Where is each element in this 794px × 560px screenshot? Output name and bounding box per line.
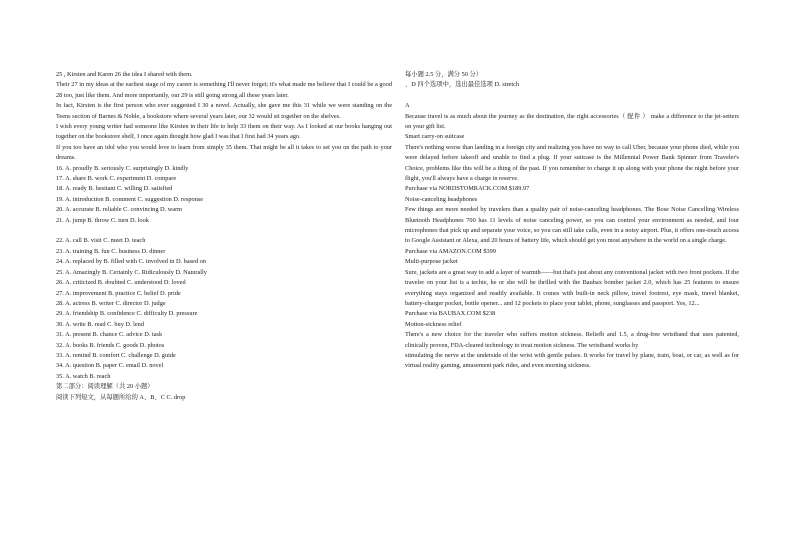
item-purchase: Purchase via NORDSTOMRACK.COM $189.97 bbox=[405, 185, 530, 193]
question-item: 18. A. ready B. hesitant C. willing D. satisfied bbox=[56, 185, 173, 193]
question-item: 23. A. training B. fun C. business D. dinner bbox=[56, 247, 166, 255]
item-title: Multi-purpose jacket bbox=[405, 258, 458, 266]
score-note: 每小题 2.5 分，满分 50 分） bbox=[405, 71, 483, 78]
item-body-continued: stimulating the nerve at the underside of the wrist with gentle pulses. It works for travel by plane, train, boat, or car, as well as for virtual reality gaming, amusement park rides, and even morning sickness. bbox=[405, 351, 739, 370]
question-item: 16. A. proudly B. seriously C. surprisingly D. kindly bbox=[56, 164, 189, 172]
item-title: Motion-sickness relief bbox=[405, 320, 462, 328]
question-item: 24. A. replaced by B. filled with C. involved in D. based on bbox=[56, 258, 206, 266]
item-purchase: Purchase via BAUBAX.COM $238 bbox=[405, 310, 496, 318]
item-title: Smart carry-on suitcase bbox=[405, 133, 465, 141]
right-column bbox=[405, 70, 739, 372]
question-item: 26. A. criticized B. doubted C. understood D. loved bbox=[56, 279, 186, 287]
item-body: Few things are more needed by travelers than a quality pair of noise-canceling headphones. The Bose Noise Cancelling Wireless Bluetooth Headphones 700 has 11 levels of noise canceling power, so you can control your environment as needed, and four microphones that pick up and separate your voice, so you can still take calls, even in a noisy airport. Plus, it offers one-touch access to Google Assistant or Alexa, and 20 hours of battery life, which should get you most anywhere in the world on a single charge. bbox=[405, 206, 739, 245]
question-group-a bbox=[56, 164, 392, 226]
passage-paragraph: In fact, Kirsten is the first person who ever suggested I 30 a novel. Actually, she gave me this 31 while we were standing on the Teens section of Barnes & Noble, a bookstore where several years later, our 32 would sit together on the shelves. bbox=[56, 102, 392, 120]
item-body: There's a new choice for the traveler who suffers motion sickness. Reliefb and 1.5, a drug-free wristband that uses patented, clinically proven, FDA-cleared technology to treat motion sickness. The wristband works by bbox=[405, 331, 739, 349]
left-column bbox=[56, 70, 392, 403]
instruction-note: 、D 四个选项中，选出最佳选项 D. stretch bbox=[405, 81, 520, 89]
question-group-b bbox=[56, 236, 392, 382]
passage-line: 25 , Kirsten and Karen 26 the idea I shared with them. bbox=[56, 71, 193, 78]
question-item: 21. A. jump B. throw C. turn D. look bbox=[56, 216, 149, 224]
question-item: 20. A. accurate B. reliable C. convincing D. warm bbox=[56, 206, 183, 214]
question-item: 17. A. share B. work C. experiment D. compare bbox=[56, 175, 177, 183]
reading-intro: Because travel is as much about the journey as the destination, the right accessories（ 配件 ） make a difference to the jet-setters on your gift list. bbox=[405, 112, 739, 131]
question-item: 33. A. remind B. comfort C. challenge D. guide bbox=[56, 351, 176, 359]
question-item: 22. A. call B. visit C. meet D. teach bbox=[56, 237, 146, 245]
question-item: 30. A. write B. read C. buy D. lend bbox=[56, 320, 144, 328]
passage-paragraph: I wish every young writer had someone like Kirsten in their life to help 33 them on their way. As I looked at our books hanging out together on the bookstore shelf, I once again thought how glad I was that I first had 34 years ago. bbox=[56, 123, 392, 141]
item-purchase: Purchase via AMAZON.COM $399 bbox=[405, 247, 496, 255]
question-item: 25. A. Amazingly B. Certainly C. Ridiculously D. Naturally bbox=[56, 268, 207, 276]
part-label: A bbox=[405, 102, 410, 110]
question-item: 31. A. present B. chance C. advice D. task bbox=[56, 331, 163, 339]
question-item: 34. A. question B. paper C. email D. novel bbox=[56, 362, 164, 370]
section-instruction: 阅读下列短文，从每题所给的 A、B、C C. drop bbox=[56, 393, 186, 401]
section-title: 第二部分：阅读理解（共 20 小题） bbox=[56, 383, 154, 391]
item-body: There's nothing worse than landing in a foreign city and realizing you have no way to call Uber, because your phone died, while you were delayed before takeoff and unable to find a plug. If your suitcase is the Millennial Power Bank Spinner from Traveler's Choice, problems like this will be a thing of the past. If you remember to charge it up along with your phone the night before your flight, you'll always have a charge in reserve. bbox=[405, 143, 739, 183]
item-title: Noise-canceling headphones bbox=[405, 195, 478, 203]
question-item: 29. A. friendship B. confidence C. difficulty D. pressure bbox=[56, 310, 198, 318]
question-item: 32. A. books B. friends C. goods D. photos bbox=[56, 341, 165, 349]
passage-paragraph: If you too have an idol who you would love to learn from simply 35 them. That might be all it takes to set you on the path to your dreams. bbox=[56, 143, 392, 162]
passage-paragraph: Their 27 in my ideas at the earliest stage of my career is something I'll never forget; it's what made me believe that I could be a good 28 too, just like them. And more importantly, our 29 is still going strong all these years later. bbox=[56, 81, 392, 99]
question-item: 35. A. watch B. reach bbox=[56, 372, 111, 380]
question-item: 27. A. improvement B. practice C. belief D. pride bbox=[56, 289, 181, 297]
item-body: Sure, jackets are a great way to add a layer of warmth——but that's just about any conventional jacket with two front pockets. If the traveler on your list is a techie, he or she will be thrilled with the Baubax bomber jacket 2.0, which has 25 features to ensure everything stays organized and readily available. It comes with built-in neck pillow, travel footrest, eye mask, travel blanket, battery-charger pocket, bottle opener... and 12 pockets to place your tablet, phone, sunglasses and passport. Yes, 12... bbox=[405, 268, 739, 307]
question-item: 28. A. actress B. writer C. director D. judge bbox=[56, 299, 166, 307]
question-item: 19. A. introduction B. comment C. suggestion D. response bbox=[56, 195, 204, 203]
